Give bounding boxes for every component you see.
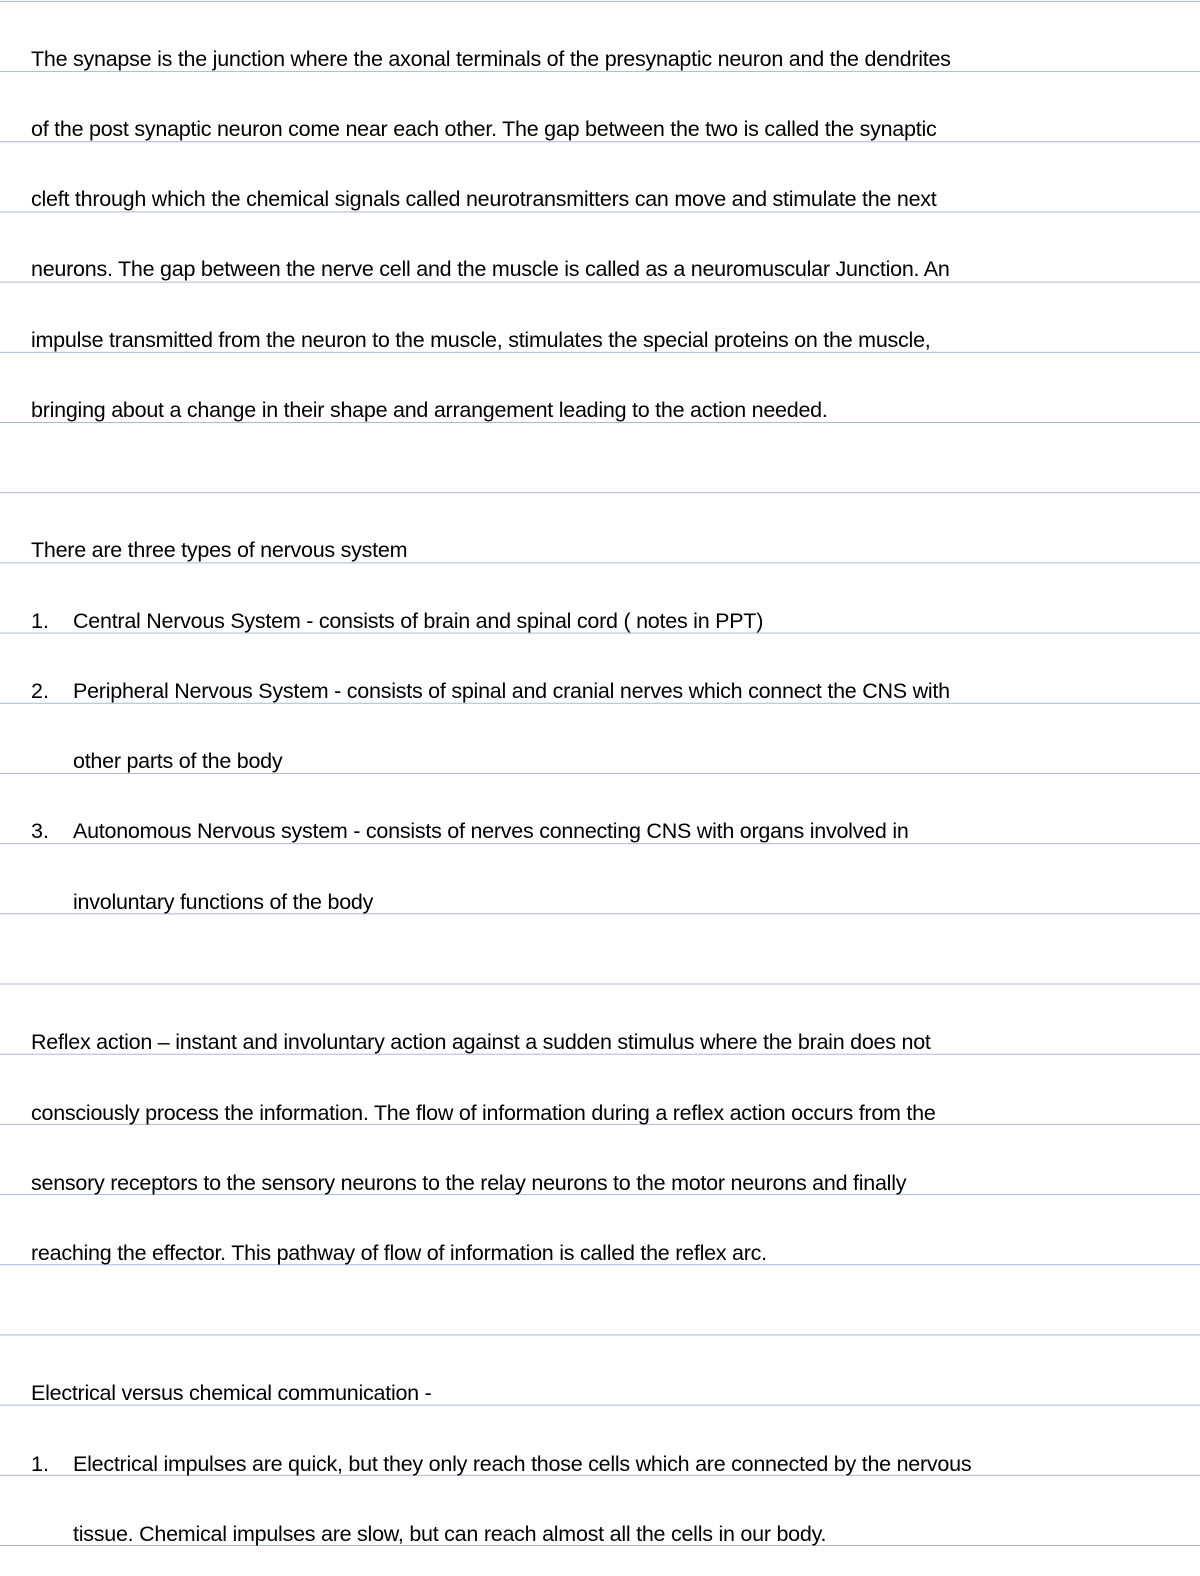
- synapse-text-line-6: bringing about a change in their shape and arrangement leading to the action needed.: [31, 398, 828, 422]
- list-item-number: 1.: [31, 1452, 49, 1476]
- reflex-text-line-2: consciously process the information. The flow of information during a reflex action occurs from the: [31, 1101, 936, 1125]
- reflex-text-line-3: sensory receptors to the sensory neurons to the relay neurons to the motor neurons and finally: [31, 1171, 907, 1195]
- reflex-text-line-1: Reflex action – instant and involuntary action against a sudden stimulus where the brain does not: [31, 1030, 931, 1054]
- list-item-text: Peripheral Nervous System - consists of spinal and cranial nerves which connect the CNS with: [73, 679, 950, 703]
- list-item-text: Autonomous Nervous system - consists of nerves connecting CNS with organs involved in: [73, 819, 909, 843]
- synapse-text-line-5: impulse transmitted from the neuron to the muscle, stimulates the special proteins on the muscle,: [31, 328, 931, 352]
- list-item-text: Electrical impulses are quick, but they only reach those cells which are connected by the nervous: [73, 1452, 972, 1476]
- communication-heading: Electrical versus chemical communication -: [31, 1381, 432, 1405]
- synapse-text-line-2: of the post synaptic neuron come near each other. The gap between the two is called the synaptic: [31, 117, 937, 141]
- reflex-text-line-4: reaching the effector. This pathway of flow of information is called the reflex arc.: [31, 1241, 767, 1265]
- list-item-text-continued: involuntary functions of the body: [73, 890, 374, 914]
- list-item-text: Central Nervous System - consists of brain and spinal cord ( notes in PPT): [73, 609, 764, 633]
- nervous-system-intro: There are three types of nervous system: [31, 538, 408, 562]
- list-item-number: 2.: [31, 679, 49, 703]
- list-item-number: 1.: [31, 609, 49, 633]
- synapse-text-line-4: neurons. The gap between the nerve cell and the muscle is called as a neuromuscular Junction. An: [31, 257, 950, 281]
- list-item-text-continued: other parts of the body: [73, 749, 283, 773]
- list-item-text-continued: tissue. Chemical impulses are slow, but can reach almost all the cells in our body.: [73, 1522, 827, 1546]
- synapse-text-line-1: The synapse is the junction where the axonal terminals of the presynaptic neuron and the dendrites: [31, 47, 951, 71]
- list-item-number: 3.: [31, 819, 49, 843]
- synapse-text-line-3: cleft through which the chemical signals called neurotransmitters can move and stimulate the next: [31, 187, 937, 211]
